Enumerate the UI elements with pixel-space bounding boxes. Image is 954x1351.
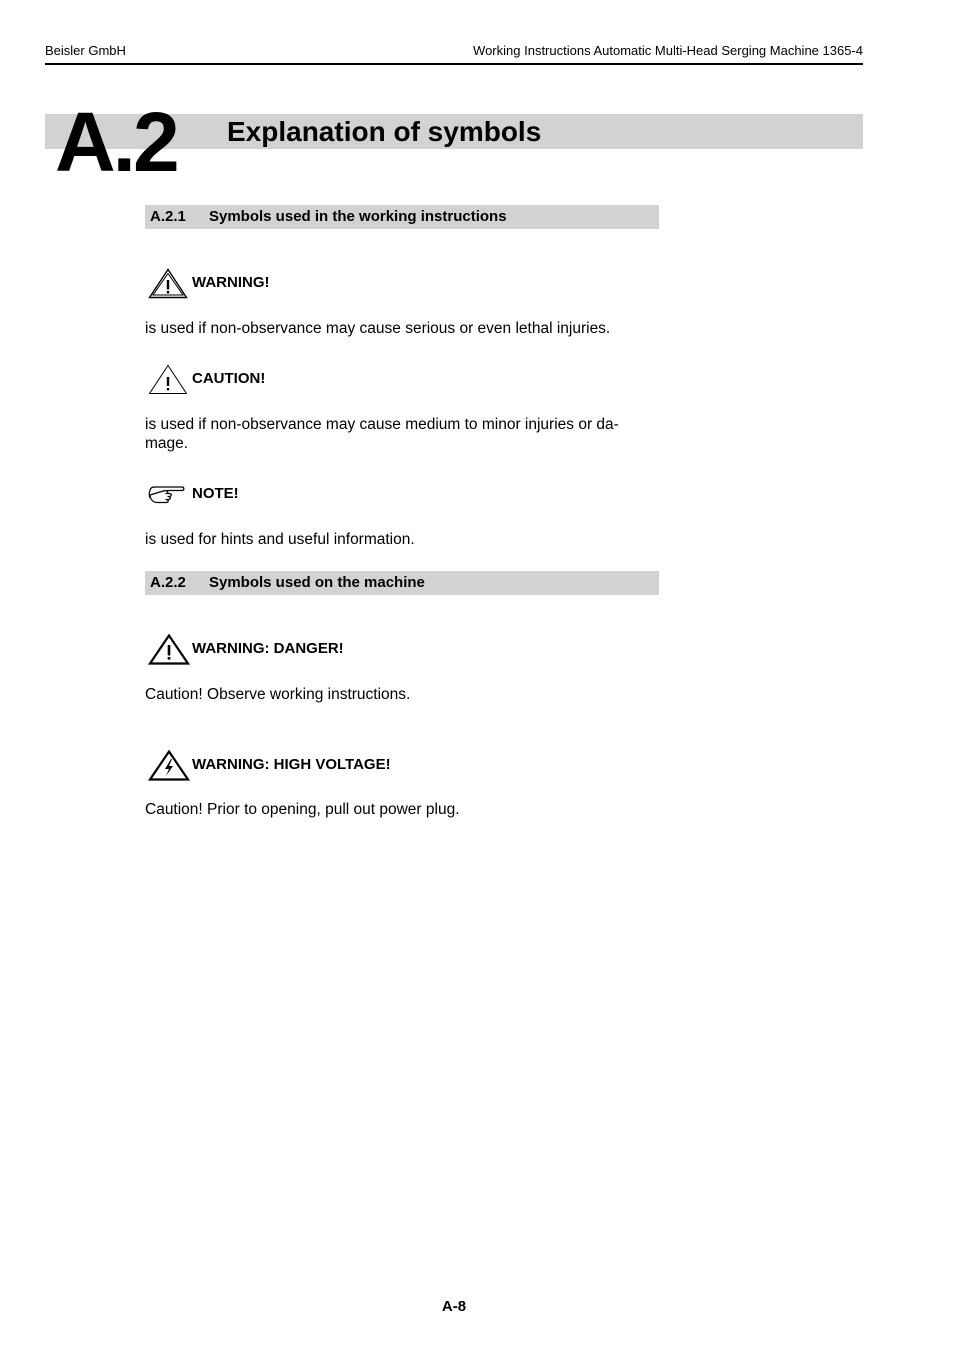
header-divider: [45, 63, 863, 65]
symbol-description: Caution! Prior to opening, pull out power plug.: [145, 801, 460, 818]
chapter-title: Explanation of symbols: [227, 116, 542, 147]
symbol-label: NOTE!: [192, 485, 239, 502]
symbol-description: is used for hints and useful information.: [145, 531, 415, 548]
warning-triangle-icon: [148, 268, 188, 299]
high-voltage-icon: [148, 750, 190, 781]
symbol-label: WARNING!: [192, 274, 270, 291]
symbol-description: is used if non-observance may cause medium to minor injuries or da- mage.: [145, 416, 619, 452]
section-heading-a21: [145, 205, 659, 229]
header-company: Beisler GmbH: [45, 43, 126, 58]
section-heading-a22: [145, 571, 659, 595]
chapter-number: A.2: [55, 95, 177, 189]
header-document-title: Working Instructions Automatic Multi-Head Serging Machine 1365-4: [473, 43, 863, 58]
section-number: A.2.2: [150, 574, 186, 591]
caution-triangle-icon: [148, 364, 188, 395]
section-title: Symbols used on the machine: [209, 574, 425, 591]
section-title: Symbols used in the working instructions: [209, 208, 507, 225]
symbol-description: is used if non-observance may cause serious or even lethal injuries.: [145, 320, 611, 337]
danger-triangle-icon: [148, 634, 190, 665]
symbol-label: WARNING: HIGH VOLTAGE!: [192, 756, 391, 773]
symbol-label: CAUTION!: [192, 370, 266, 387]
section-number: A.2.1: [150, 208, 186, 225]
symbol-description: Caution! Observe working instructions.: [145, 686, 411, 703]
symbol-label: WARNING: DANGER!: [192, 640, 344, 657]
pointing-hand-icon: [148, 482, 188, 506]
page-number: A-8: [441, 1298, 467, 1315]
